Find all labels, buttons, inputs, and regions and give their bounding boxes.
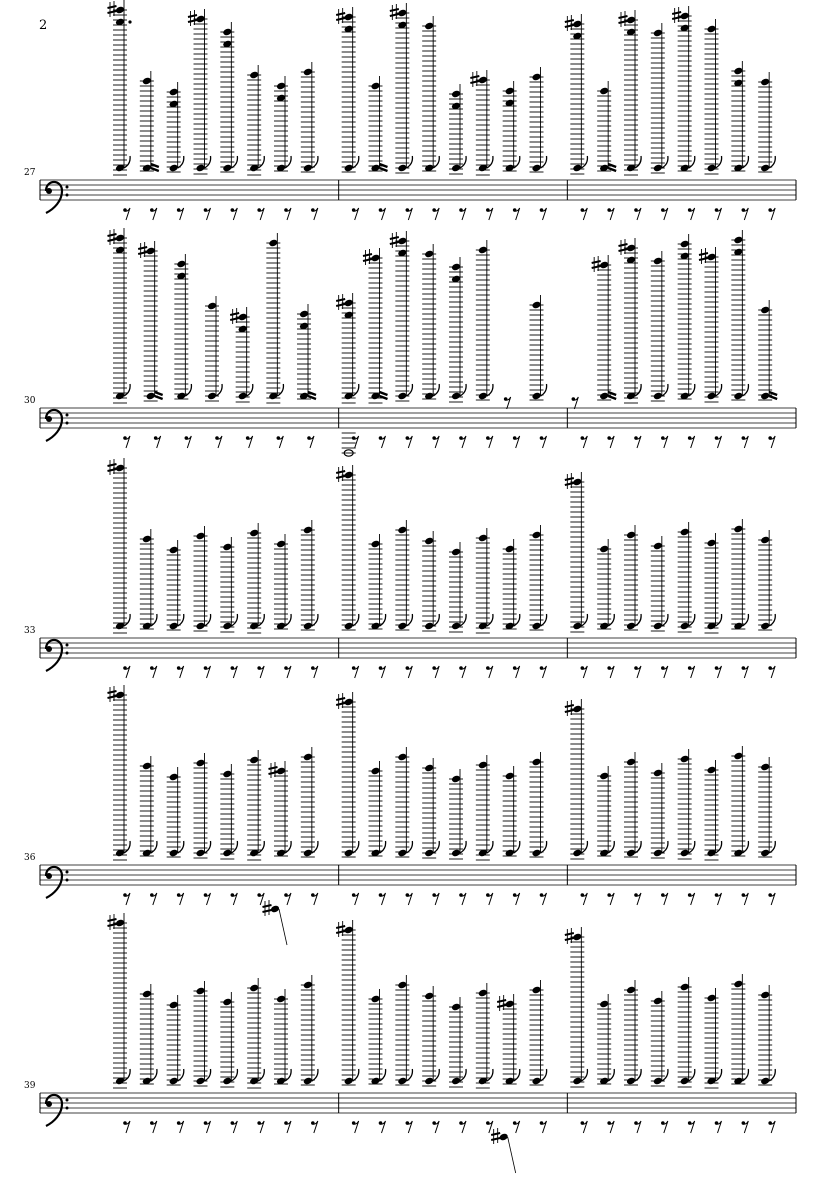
notehead [397,849,407,858]
measure [572,230,796,448]
eighth-rest [406,893,413,905]
eighth-rest [634,666,641,678]
eighth-rest [540,1121,547,1133]
tremolo-stem [279,909,287,945]
eighth-rest [154,436,161,448]
tremolo-stem [508,1137,516,1173]
flag [460,841,466,853]
eighth-rest [634,436,641,448]
eighth-rest [540,208,547,220]
eighth-rest [607,1121,614,1133]
notehead [169,164,179,173]
eighth-rest [150,208,157,220]
eighth-rest [284,208,291,220]
eighth-rest [634,893,641,905]
eighth-rest [406,1121,413,1133]
flag [124,156,130,168]
beam [769,396,777,399]
notehead [760,392,770,401]
flag [487,156,493,168]
notehead [733,392,743,401]
page-number: 2 [39,18,48,33]
beam [155,396,163,399]
eighth-rest [715,208,722,220]
eighth-rest [177,208,184,220]
eighth-rest [432,666,439,678]
eighth-rest [246,436,253,448]
flag [716,614,722,626]
eighth-rest [688,1121,695,1133]
eighth-rest [204,208,211,220]
notehead [626,849,636,858]
notehead [303,164,313,173]
eighth-rest [486,1121,493,1133]
eighth-rest [768,1121,775,1133]
flag [689,1069,695,1081]
notehead [680,622,690,631]
notehead [760,1077,770,1086]
notehead [238,392,248,401]
eighth-rest [379,436,386,448]
eighth-rest [379,893,386,905]
eighth-rest [634,208,641,220]
eighth-rest [379,666,386,678]
flag [581,614,587,626]
eighth-rest [581,208,588,220]
eighth-rest [486,208,493,220]
eighth-rest [352,666,359,678]
eighth-rest [352,893,359,905]
notehead [626,622,636,631]
eighth-rest [688,436,695,448]
notehead [706,392,716,401]
notehead [222,622,232,631]
eighth-rest [257,208,264,220]
eighth-rest [307,436,314,448]
notehead [572,164,582,173]
measure-number: 27 [24,168,36,178]
eighth-rest [150,1121,157,1133]
eighth-rest [379,208,386,220]
eighth-rest [768,208,775,220]
measure [108,0,339,220]
measure [565,927,796,1133]
eighth-rest [231,893,238,905]
notehead [680,849,690,858]
notehead [626,1077,636,1086]
flag [231,841,237,853]
eighth-rest [607,893,614,905]
notehead [303,622,313,631]
eighth-rest [513,666,520,678]
flag [581,156,587,168]
eighth-rest [581,893,588,905]
notehead [397,1077,407,1086]
notehead [169,1077,179,1086]
eighth-rest [231,1121,238,1133]
eighth-rest [715,666,722,678]
eighth-rest [513,436,520,448]
flag [689,614,695,626]
eighth-rest [540,436,547,448]
flag [581,1069,587,1081]
eighth-rest [540,893,547,905]
flag [258,614,264,626]
flag [124,614,130,626]
eighth-rest [688,666,695,678]
eighth-rest [185,436,192,448]
eighth-rest [742,436,749,448]
eighth-rest [311,1121,318,1133]
eighth-rest [177,666,184,678]
beam [608,396,616,399]
notehead [303,849,313,858]
notehead [572,849,582,858]
eighth-rest [688,208,695,220]
notehead [451,1077,461,1086]
flag [716,841,722,853]
eighth-rest [352,436,359,448]
eighth-rest [123,208,130,220]
eighth-rest [572,397,579,409]
flag [716,384,722,396]
eighth-rest [742,1121,749,1133]
system [24,913,796,1173]
eighth-rest [661,208,668,220]
notehead [572,1077,582,1086]
notehead [531,1077,541,1086]
eighth-rest [715,893,722,905]
beam [308,392,316,395]
eighth-rest [715,436,722,448]
notehead [451,622,461,631]
measure [336,920,567,1173]
flag [460,156,466,168]
eighth-rest [231,666,238,678]
eighth-rest [715,1121,722,1133]
eighth-rest [459,208,466,220]
flag [124,384,130,396]
eighth-rest [581,436,588,448]
measure [336,465,567,678]
notehead [572,622,582,631]
eighth-rest [231,208,238,220]
eighth-rest [742,208,749,220]
eighth-rest [459,666,466,678]
notehead [169,849,179,858]
eighth-rest [581,666,588,678]
notehead [760,164,770,173]
eighth-rest [459,1121,466,1133]
eighth-rest [459,436,466,448]
eighth-rest [513,1121,520,1133]
notehead [222,164,232,173]
eighth-rest [284,893,291,905]
flag [247,384,253,396]
flag [635,156,641,168]
eighth-rest [486,893,493,905]
notehead [169,622,179,631]
beam [155,392,163,395]
eighth-rest [540,666,547,678]
beam [608,164,616,167]
flag [258,841,264,853]
eighth-rest [406,208,413,220]
flag [231,614,237,626]
measure-number: 33 [24,626,36,636]
eighth-rest [607,208,614,220]
eighth-rest [581,1121,588,1133]
eighth-rest [432,208,439,220]
flag [124,1069,130,1081]
eighth-rest [406,666,413,678]
notehead [397,622,407,631]
eighth-rest [504,397,511,409]
eighth-rest [768,436,775,448]
system [24,228,796,456]
eighth-rest [123,666,130,678]
eighth-rest [123,1121,130,1133]
beam [380,164,388,167]
flag [205,156,211,168]
eighth-rest [688,893,695,905]
eighth-rest [486,666,493,678]
notehead [303,1077,313,1086]
eighth-rest [406,436,413,448]
eighth-rest [277,436,284,448]
notehead [222,1077,232,1086]
flag [460,614,466,626]
measure [108,458,339,678]
measure [336,692,567,905]
notehead [344,849,354,858]
eighth-rest [768,893,775,905]
dot [128,20,131,23]
eighth-rest [661,893,668,905]
notehead [680,1077,690,1086]
measure [565,472,796,678]
notehead [531,164,541,173]
flag [716,1069,722,1081]
eighth-rest [432,436,439,448]
eighth-rest [150,666,157,678]
system [24,458,796,678]
flag [258,1069,264,1081]
flag [258,156,264,168]
eighth-rest [661,436,668,448]
flag [231,1069,237,1081]
notehead [451,849,461,858]
eighth-rest [311,666,318,678]
eighth-rest [257,666,264,678]
eighth-rest [352,1121,359,1133]
eighth-rest [459,893,466,905]
measure [108,228,339,448]
flag [124,841,130,853]
flag [487,614,493,626]
eighth-rest [432,1121,439,1133]
eighth-rest [379,1121,386,1133]
notehead [599,392,609,401]
eighth-rest [284,666,291,678]
flag [460,1069,466,1081]
flag [581,841,587,853]
eighth-rest [513,893,520,905]
eighth-rest [204,893,211,905]
eighth-rest [634,1121,641,1133]
eighth-rest [204,1121,211,1133]
eighth-rest [284,1121,291,1133]
sharp-sign [263,900,272,916]
eighth-rest [177,893,184,905]
flag [487,1069,493,1081]
measure [565,6,796,220]
measure [336,231,567,456]
notehead [760,849,770,858]
eighth-rest [607,666,614,678]
eighth-rest [177,1121,184,1133]
flag [353,384,359,396]
eighth-rest [661,1121,668,1133]
flag [487,841,493,853]
eighth-rest [257,893,264,905]
notehead [344,164,354,173]
flag [689,841,695,853]
eighth-rest [607,436,614,448]
flag [460,384,466,396]
eighth-rest [123,436,130,448]
notehead [531,849,541,858]
eighth-rest [311,208,318,220]
flag [716,156,722,168]
notehead [478,392,488,401]
flag [277,384,283,396]
bass-clef-icon [46,182,69,213]
notehead [451,164,461,173]
system [24,0,796,220]
flag [635,384,641,396]
notehead [344,622,354,631]
notehead [222,849,232,858]
eighth-rest [257,1121,264,1133]
eighth-rest [742,893,749,905]
eighth-rest [768,666,775,678]
measure-number: 30 [24,396,36,406]
beam [380,396,388,399]
measure [336,3,567,220]
bass-clef-icon [46,410,69,441]
notehead [531,622,541,631]
eighth-rest [150,893,157,905]
eighth-rest [352,208,359,220]
sharp-sign [491,1128,500,1144]
bass-clef-icon [46,1095,69,1126]
eighth-rest [661,666,668,678]
measure-number: 39 [24,1081,36,1091]
notehead [706,164,716,173]
beam [380,392,388,395]
eighth-rest [742,666,749,678]
system [24,685,796,945]
eighth-rest [123,893,130,905]
notehead [760,622,770,631]
bass-clef-icon [46,640,69,671]
measure [108,913,339,1133]
eighth-rest [311,893,318,905]
notehead [344,1077,354,1086]
notehead [451,392,461,401]
eighth-rest [513,208,520,220]
beam [151,164,159,167]
measure [108,685,339,945]
measure [565,699,796,905]
eighth-rest [486,436,493,448]
measure-number: 36 [24,853,36,863]
eighth-rest [204,666,211,678]
notehead [531,392,541,401]
eighth-rest [432,893,439,905]
bass-clef-icon [46,867,69,898]
notehead [195,164,205,173]
eighth-rest [215,436,222,448]
